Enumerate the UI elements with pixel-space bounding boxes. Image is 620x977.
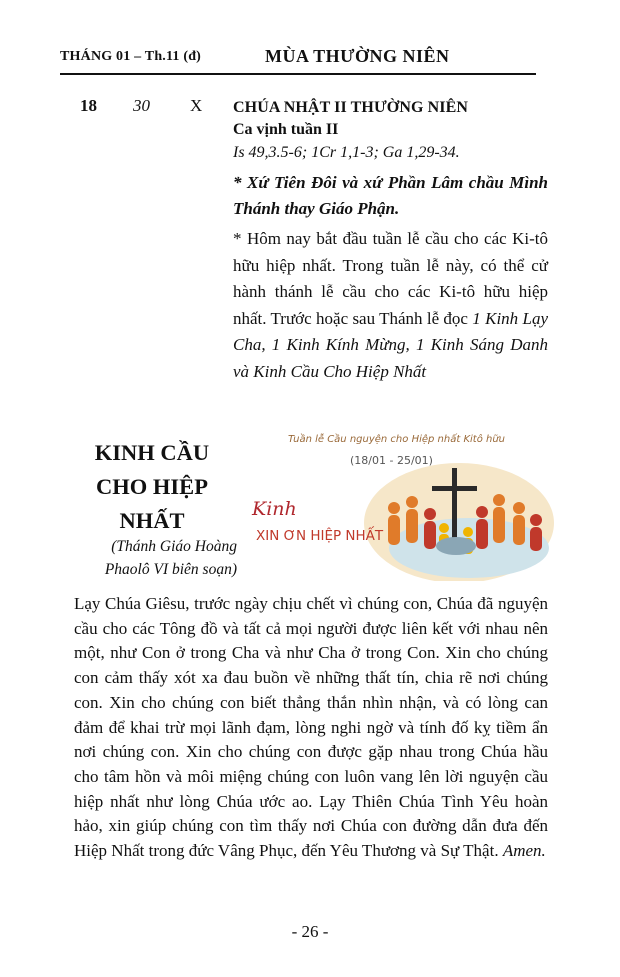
prayer-body [74, 592, 548, 864]
entry-day-number: 18 [80, 96, 97, 115]
illustration-caption-top: Tuần lễ Cầu nguyện cho Hiệp nhất Kitô hữu [288, 434, 506, 445]
prayer-body-text: Lạy Chúa Giêsu, trước ngày chịu chết vì chúng con, Chúa đã nguyện cầu cho các Tông đồ và tất cả mọi người được liên kết với nhau nên một, như Con ở trong Cha và như Cha ở trong Con. Xin cho chúng con cảm thấy xót xa đau buồn về những thất tín, chia rẽ nơi chúng con. Xin cho chúng con biết thẳng thắn nhìn nhận, và có lòng can đảm để khai trừ mọi lãnh đạm, lòng nghi ngờ và tính đố kỵ tiềm ẩn nơi chúng con. Xin cho chúng con được gặp nhau trong Chúa hầu cho tâm hồn và môi miệng chúng con luôn vang lên lời nguyện cầu hiệp nhất như lòng Chúa ước ao. Lạy Thiên Chúa Tình Yêu hoàn hảo, xin giúp chúng con tìm thấy nơi Chúa con đường dẫn đưa đến Hiệp Nhất trong đức Vâng Phục, đến Yêu Thương và Sự Thật. [74, 594, 548, 861]
running-header-month: THÁNG 01 – Th.11 (đ) [60, 49, 202, 64]
unity-week-note [233, 226, 548, 385]
page-number: - 26 - [291, 922, 329, 941]
illustration-title: XIN ƠN HIỆP NHẤT [256, 528, 384, 544]
entry-liturgical-color: X [190, 96, 203, 115]
unity-prayer-illustration [244, 428, 554, 581]
entry-lunar-date: 30 [133, 96, 150, 115]
entry-title: CHÚA NHẬT II THƯỜNG NIÊN [233, 99, 469, 116]
unity-week-note-prayers: 1 Kinh Lạy Cha, 1 Kinh Kính Mừng, 1 Kinh Sáng Danh và Kinh Cầu Cho Hiệp Nhất [233, 308, 548, 381]
entry-readings: Is 49,3.5-6; 1Cr 1,1-3; Ga 1,29-34. [233, 144, 460, 161]
header-divider [60, 73, 536, 75]
prayer-author [62, 535, 237, 581]
prayer-author-line: (Thánh Giáo Hoàng [111, 538, 237, 555]
prayer-amen: Amen. [502, 841, 546, 861]
entry-psalter-week: Ca vịnh tuần II [233, 121, 339, 138]
illustration-kinh-label: Kinh [252, 498, 297, 520]
prayer-author-line: Phaolô VI biên soạn) [104, 561, 237, 578]
prayer-title-line: NHẤT [119, 508, 185, 533]
unity-week-note-text: * Hôm nay bắt đầu tuần lễ cầu cho các Ki-tô hữu hiệp nhất. Trong tuần lễ này, có thể cử hành thánh lễ cầu cho các Ki-tô hữu hiệp nhất. Trước hoặc sau Thánh lễ đọc [233, 229, 548, 328]
prayer-title-line: CHO HIỆP [96, 474, 208, 499]
running-header-season: MÙA THƯỜNG NIÊN [265, 46, 450, 66]
illustration-dates: (18/01 - 25/01) [350, 454, 433, 467]
prayer-title [62, 436, 242, 538]
adoration-note: * Xứ Tiên Đôi và xứ Phần Lâm chầu Mình Thánh thay Giáo Phận. [233, 173, 548, 218]
prayer-title-line: KINH CẦU [94, 440, 210, 465]
entry-body [233, 96, 548, 385]
